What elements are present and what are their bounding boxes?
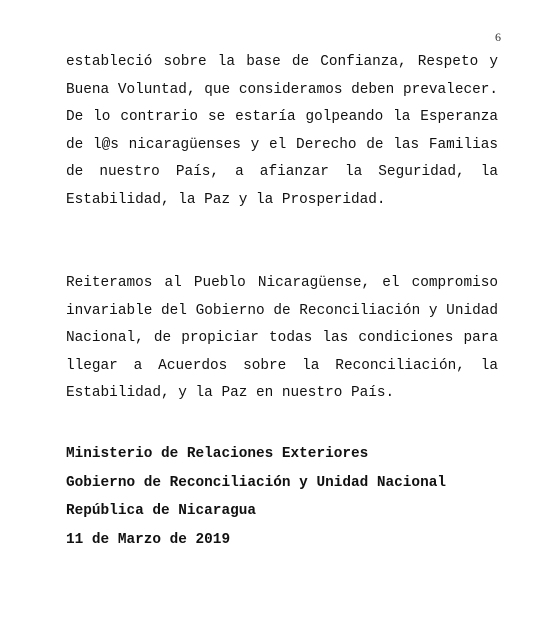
body-paragraph-1: estableció sobre la base de Confianza, Respeto y Buena Voluntad, que consideramos deben prevalecer. De lo contrario se estaría golpeando la Esperanza de l@s nicaragüenses y el Derecho de las Familias de nuestro País, a afianzar la Seguridad, la Estabilidad, la Paz y la Prosperidad. — [66, 54, 498, 208]
signature-government: Gobierno de Reconciliación y Unidad Nacional — [66, 474, 446, 491]
signature-country: República de Nicaragua — [66, 503, 256, 519]
signature-ministry: Ministerio de Relaciones Exteriores — [66, 446, 369, 462]
signature-date: 11 de Marzo de 2019 — [66, 531, 231, 548]
body-paragraph-2: Reiteramos al Pueblo Nicaragüense, el compromiso invariable del Gobierno de Reconciliación y Unidad Nacional, de propiciar todas las condiciones para llegar a Acuerdos sobre la Reconciliación, la Estabilidad, y la Paz en nuestro País. — [66, 275, 498, 402]
page-number: 6 — [495, 30, 501, 44]
signature-block — [66, 440, 506, 554]
